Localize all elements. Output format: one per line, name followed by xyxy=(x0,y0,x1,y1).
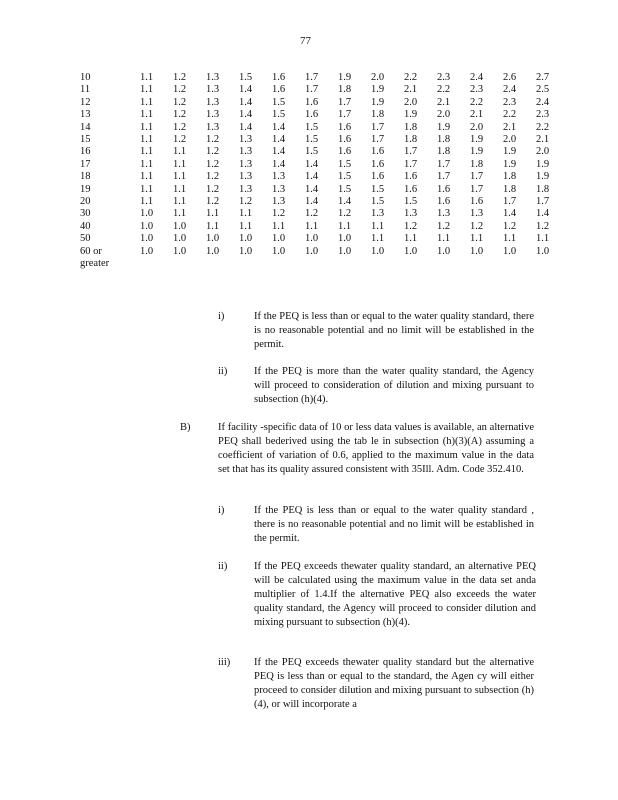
table-cell: 1.4 xyxy=(304,196,319,208)
table-cell: 1.4 xyxy=(337,196,352,208)
table-cell: 1.2 xyxy=(205,171,220,183)
table-cell: 2.1 xyxy=(502,121,517,133)
table-cell: 2.0 xyxy=(535,146,550,158)
table-cell: 1.1 xyxy=(139,171,154,183)
table-cell: 1.0 xyxy=(304,245,319,257)
table-cell: 1.8 xyxy=(436,134,451,146)
table-cell: 2.2 xyxy=(436,84,451,96)
table-cell: 2.0 xyxy=(370,72,385,83)
table-cell: 1.5 xyxy=(403,196,418,208)
table-cell: 1.2 xyxy=(172,72,187,83)
table-cell: 1.7 xyxy=(304,72,319,83)
table-cell: 1.4 xyxy=(271,134,286,146)
row-label: 19 xyxy=(80,183,91,195)
table-cell: 2.0 xyxy=(403,96,418,108)
table-cell: 1.0 xyxy=(403,245,418,257)
table-cell: 1.4 xyxy=(502,208,517,220)
table-cell: 1.0 xyxy=(172,220,187,232)
table-cell: 1.4 xyxy=(271,146,286,158)
row-label: 17 xyxy=(80,158,91,170)
table-cell: 2.3 xyxy=(535,109,550,121)
table-cell: 1.0 xyxy=(172,245,187,257)
table-cell: 2.3 xyxy=(436,72,451,83)
table-cell: 1.1 xyxy=(238,220,253,232)
table-cell: 1.2 xyxy=(172,121,187,133)
table-cell: 1.5 xyxy=(337,158,352,170)
table-cell: 1.0 xyxy=(535,245,550,257)
row-label: 60 or greater xyxy=(80,245,110,270)
table-cell: 1.2 xyxy=(436,220,451,232)
table-cell: 1.6 xyxy=(403,171,418,183)
table-cell: 2.0 xyxy=(469,121,484,133)
table-cell: 1.6 xyxy=(370,158,385,170)
table-cell: 1.7 xyxy=(535,196,550,208)
table-cell: 1.8 xyxy=(403,121,418,133)
table-cell: 1.0 xyxy=(502,245,517,257)
table-cell: 1.0 xyxy=(139,245,154,257)
table-cell: 1.7 xyxy=(403,158,418,170)
table-cell: 1.2 xyxy=(205,196,220,208)
table-cell: 2.0 xyxy=(436,109,451,121)
row-label: 40 xyxy=(80,220,91,232)
paragraph-b-ii: If the PEQ exceeds thewater quality standard, an alternative PEQ will be calculated using the maximum value in the data set anda multiplier of 1.4.If the alternative PEQ also exceeds the water quality standard, the Agency will proceed to consider dilution and mixing pursuant to subsection (h)(4). xyxy=(254,561,536,628)
table-cell: 1.9 xyxy=(535,158,550,170)
table-cell: 1.0 xyxy=(139,233,154,245)
table-cell: 1.8 xyxy=(337,84,352,96)
table-cell: 1.4 xyxy=(238,109,253,121)
table-cell: 1.0 xyxy=(271,245,286,257)
table-cell: 1.3 xyxy=(238,171,253,183)
table-cell: 1.2 xyxy=(271,208,286,220)
table-cell: 1.1 xyxy=(172,171,187,183)
table-cell: 2.4 xyxy=(535,96,550,108)
table-cell: 1.8 xyxy=(370,109,385,121)
table-cell: 1.4 xyxy=(304,183,319,195)
table-cell: 2.2 xyxy=(469,96,484,108)
table-row xyxy=(80,72,559,84)
table-cell: 1.2 xyxy=(172,84,187,96)
table-cell: 1.1 xyxy=(172,208,187,220)
table-cell: 1.2 xyxy=(502,220,517,232)
table-cell: 1.6 xyxy=(370,146,385,158)
table-cell: 1.6 xyxy=(304,109,319,121)
paragraph-a-ii: If the PEQ is more than the water quality standard, the Agency will proceed to consideration of dilution and mixing pursuant to subsection (h)(4). xyxy=(254,366,534,405)
row-label: 30 xyxy=(80,208,91,220)
table-cell: 1.6 xyxy=(337,146,352,158)
table-cell: 1.9 xyxy=(403,109,418,121)
table-cell: 1.8 xyxy=(403,134,418,146)
table-cell: 1.1 xyxy=(139,183,154,195)
table-cell: 1.1 xyxy=(469,233,484,245)
table-cell: 1.6 xyxy=(403,183,418,195)
table-cell: 2.6 xyxy=(502,72,517,83)
table-cell: 1.7 xyxy=(469,171,484,183)
table-cell: 2.1 xyxy=(535,134,550,146)
table-cell: 1.7 xyxy=(436,158,451,170)
table-cell: 1.2 xyxy=(172,134,187,146)
table-cell: 2.2 xyxy=(403,72,418,83)
table-cell: 1.2 xyxy=(304,208,319,220)
table-cell: 1.8 xyxy=(502,171,517,183)
table-cell: 1.3 xyxy=(238,183,253,195)
table-cell: 1.1 xyxy=(139,146,154,158)
table-cell: 1.7 xyxy=(502,196,517,208)
table-cell: 1.5 xyxy=(271,109,286,121)
table-row xyxy=(80,146,559,158)
table-cell: 1.1 xyxy=(205,208,220,220)
table-cell: 1.2 xyxy=(535,220,550,232)
table-cell: 1.6 xyxy=(436,196,451,208)
table-cell: 1.2 xyxy=(205,158,220,170)
table-cell: 1.2 xyxy=(205,134,220,146)
table-cell: 1.1 xyxy=(172,183,187,195)
table-cell: 1.1 xyxy=(172,158,187,170)
table-cell: 1.3 xyxy=(271,196,286,208)
table-cell: 2.7 xyxy=(535,72,550,83)
table-cell: 1.9 xyxy=(469,134,484,146)
row-label: 10 xyxy=(80,72,91,83)
table-cell: 1.3 xyxy=(436,208,451,220)
table-cell: 1.1 xyxy=(535,233,550,245)
table-cell: 1.3 xyxy=(205,72,220,83)
table-cell: 1.5 xyxy=(337,183,352,195)
table-cell: 1.9 xyxy=(535,171,550,183)
table-row xyxy=(80,134,559,146)
table-cell: 1.0 xyxy=(205,233,220,245)
table-cell: 1.3 xyxy=(205,84,220,96)
table-cell: 1.9 xyxy=(502,146,517,158)
table-cell: 1.7 xyxy=(370,121,385,133)
table-cell: 2.3 xyxy=(502,96,517,108)
row-label: 18 xyxy=(80,171,91,183)
table-row xyxy=(80,184,559,196)
table-cell: 1.3 xyxy=(271,171,286,183)
table-row xyxy=(80,122,559,134)
table-cell: 1.5 xyxy=(271,96,286,108)
table-cell: 1.2 xyxy=(205,183,220,195)
table-cell: 1.7 xyxy=(337,109,352,121)
table-cell: 1.5 xyxy=(370,183,385,195)
table-cell: 1.1 xyxy=(403,233,418,245)
table-cell: 1.7 xyxy=(436,171,451,183)
table-cell: 2.4 xyxy=(502,84,517,96)
list-marker: ii) xyxy=(218,366,228,377)
table-row xyxy=(80,196,559,208)
list-marker: i) xyxy=(218,505,225,516)
table-cell: 1.0 xyxy=(271,233,286,245)
table-cell: 1.2 xyxy=(238,196,253,208)
table-cell: 1.6 xyxy=(337,121,352,133)
table-cell: 1.1 xyxy=(172,196,187,208)
table-cell: 1.3 xyxy=(205,121,220,133)
table-cell: 1.1 xyxy=(139,109,154,121)
table-cell: 1.3 xyxy=(469,208,484,220)
table-cell: 1.0 xyxy=(238,245,253,257)
table-cell: 1.1 xyxy=(139,72,154,83)
table-cell: 1.5 xyxy=(337,171,352,183)
table-cell: 1.0 xyxy=(337,245,352,257)
paragraph-a-i: If the PEQ is less than or equal to the water quality standard, there is no reasonable potential and no limit will be established in the permit. xyxy=(254,311,534,350)
table-cell: 1.9 xyxy=(436,121,451,133)
row-label: 11 xyxy=(80,84,91,96)
table-cell: 1.5 xyxy=(238,72,253,83)
table-cell: 1.5 xyxy=(304,134,319,146)
table-cell: 1.0 xyxy=(238,233,253,245)
table-cell: 1.0 xyxy=(205,245,220,257)
table-cell: 1.9 xyxy=(502,158,517,170)
row-label: 12 xyxy=(80,96,91,108)
table-cell: 1.2 xyxy=(337,208,352,220)
table-cell: 1.6 xyxy=(436,183,451,195)
table-cell: 1.0 xyxy=(337,233,352,245)
table-cell: 1.0 xyxy=(436,245,451,257)
table-cell: 1.9 xyxy=(337,72,352,83)
table-cell: 1.6 xyxy=(271,84,286,96)
table-cell: 1.1 xyxy=(139,158,154,170)
list-marker: B) xyxy=(180,422,191,433)
table-cell: 1.5 xyxy=(304,121,319,133)
row-label: 50 xyxy=(80,233,91,245)
table-row xyxy=(80,84,559,96)
table-cell: 1.7 xyxy=(304,84,319,96)
table-cell: 1.2 xyxy=(172,96,187,108)
table-cell: 2.2 xyxy=(535,121,550,133)
table-cell: 1.4 xyxy=(238,84,253,96)
table-cell: 2.1 xyxy=(436,96,451,108)
table-cell: 1.8 xyxy=(502,183,517,195)
table-cell: 1.9 xyxy=(469,146,484,158)
table-cell: 1.8 xyxy=(535,183,550,195)
table-cell: 1.9 xyxy=(370,96,385,108)
multiplier-table xyxy=(80,72,559,271)
table-cell: 1.8 xyxy=(469,158,484,170)
table-cell: 1.1 xyxy=(502,233,517,245)
table-cell: 1.0 xyxy=(370,245,385,257)
table-cell: 1.4 xyxy=(535,208,550,220)
paragraph-b-iii: If the PEQ exceeds thewater quality standard but the alternative PEQ is less than or equal to the standard, the Agen cy will either proceed to consider dilution and mixing pursuant to subsection (h)(4), or will incorporate a xyxy=(254,657,534,710)
table-cell: 1.1 xyxy=(139,96,154,108)
table-cell: 1.1 xyxy=(205,220,220,232)
table-cell: 1.0 xyxy=(172,233,187,245)
table-cell: 1.3 xyxy=(370,208,385,220)
table-cell: 1.5 xyxy=(304,146,319,158)
table-cell: 1.6 xyxy=(337,134,352,146)
table-cell: 1.1 xyxy=(370,233,385,245)
table-cell: 1.0 xyxy=(139,208,154,220)
table-cell: 1.9 xyxy=(370,84,385,96)
table-cell: 1.2 xyxy=(205,146,220,158)
row-label: 14 xyxy=(80,121,91,133)
table-cell: 1.7 xyxy=(337,96,352,108)
table-cell: 1.3 xyxy=(238,134,253,146)
row-label: 16 xyxy=(80,146,91,158)
table-cell: 2.4 xyxy=(469,72,484,83)
paragraph-b: If facility -specific data of 10 or less data values is available, an alternative PEQ shall bederived using the tab le in subsection (h)(3)(A) assuming a coefficient of variation of 0.6, applied to the maximum value in the data set that has its quality assured consistent with 35Ill. Adm. Code 352.410. xyxy=(218,422,534,475)
table-cell: 1.7 xyxy=(370,134,385,146)
paragraph-b-i: If the PEQ is less than or equal to the water quality standard , there is no reasonable potential and no limit will be established in the permit. xyxy=(254,505,534,544)
table-cell: 1.1 xyxy=(238,208,253,220)
table-cell: 1.4 xyxy=(238,121,253,133)
table-cell: 1.2 xyxy=(172,109,187,121)
table-cell: 1.4 xyxy=(304,171,319,183)
table-cell: 1.3 xyxy=(271,183,286,195)
table-cell: 1.2 xyxy=(469,220,484,232)
table-cell: 1.7 xyxy=(469,183,484,195)
table-cell: 1.3 xyxy=(238,146,253,158)
table-cell: 1.1 xyxy=(139,134,154,146)
row-label: 20 xyxy=(80,196,91,208)
table-cell: 1.1 xyxy=(139,196,154,208)
table-cell: 2.1 xyxy=(403,84,418,96)
table-cell: 2.5 xyxy=(535,84,550,96)
table-row xyxy=(80,221,559,233)
table-cell: 1.3 xyxy=(238,158,253,170)
table-cell: 2.3 xyxy=(469,84,484,96)
list-marker: ii) xyxy=(218,561,228,572)
table-cell: 1.1 xyxy=(172,146,187,158)
table-cell: 1.0 xyxy=(469,245,484,257)
table-cell: 1.2 xyxy=(403,220,418,232)
table-cell: 2.1 xyxy=(469,109,484,121)
table-row xyxy=(80,109,559,121)
row-label: 15 xyxy=(80,134,91,146)
table-cell: 1.0 xyxy=(139,220,154,232)
table-cell: 1.3 xyxy=(403,208,418,220)
table-cell: 1.4 xyxy=(238,96,253,108)
table-cell: 1.1 xyxy=(139,121,154,133)
table-cell: 1.7 xyxy=(403,146,418,158)
table-cell: 1.1 xyxy=(139,84,154,96)
list-marker: iii) xyxy=(218,657,231,668)
table-cell: 1.8 xyxy=(436,146,451,158)
table-cell: 1.6 xyxy=(271,72,286,83)
table-cell: 2.2 xyxy=(502,109,517,121)
table-cell: 2.0 xyxy=(502,134,517,146)
row-label: 13 xyxy=(80,109,91,121)
table-cell: 1.0 xyxy=(304,233,319,245)
table-row xyxy=(80,246,559,271)
table-cell: 1.4 xyxy=(271,158,286,170)
table-cell: 1.1 xyxy=(304,220,319,232)
table-cell: 1.3 xyxy=(205,96,220,108)
table-cell: 1.4 xyxy=(271,121,286,133)
page-number: 77 xyxy=(300,35,311,47)
table-row xyxy=(80,97,559,109)
table-row xyxy=(80,208,559,220)
table-row xyxy=(80,171,559,183)
table-cell: 1.6 xyxy=(370,171,385,183)
table-cell: 1.1 xyxy=(271,220,286,232)
table-cell: 1.4 xyxy=(304,158,319,170)
table-cell: 1.6 xyxy=(469,196,484,208)
table-cell: 1.1 xyxy=(436,233,451,245)
table-row xyxy=(80,159,559,171)
table-row xyxy=(80,233,559,245)
table-cell: 1.6 xyxy=(304,96,319,108)
list-marker: i) xyxy=(218,311,225,322)
table-cell: 1.3 xyxy=(205,109,220,121)
table-cell: 1.1 xyxy=(337,220,352,232)
table-cell: 1.1 xyxy=(370,220,385,232)
table-cell: 1.5 xyxy=(370,196,385,208)
